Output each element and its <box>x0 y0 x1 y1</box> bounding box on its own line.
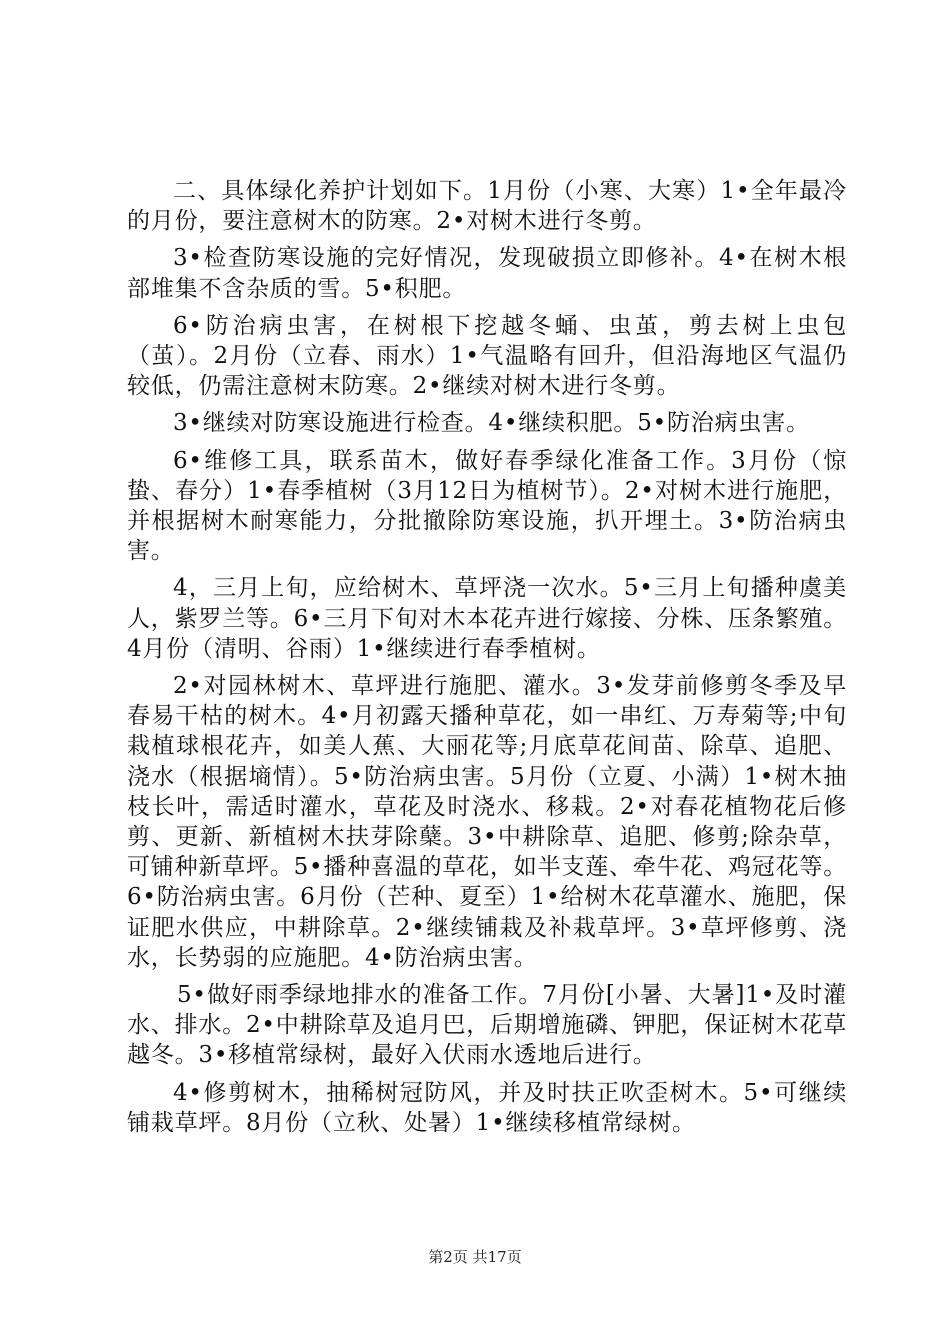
paragraph-9: 4•修剪树木，抽稀树冠防风，并及时扶正吹歪树木。5•可继续铺栽草坪。8月份（立秋、处暑）1•继续移植常绿树。 <box>127 1079 847 1136</box>
paragraph-6: 4，三月上旬，应给树木、草坪浇一次水。5•三月上旬播种虞美人，紫罗兰等。6•三月下旬对木本花卉进行嫁接、分株、压条繁殖。4月份（清明、谷雨）1•继续进行春季植树。 <box>127 575 847 662</box>
paragraph-3: 6•防治病虫害，在树根下挖越冬蛹、虫茧，剪去树上虫包（茧）。2月份（立春、雨水）1•气温略有回升，但沿海地区气温仍较低，仍需注意树末防寒。2•继续对树木进行冬剪。 <box>127 312 847 400</box>
page-number-footer: 第2页 共17页 <box>428 1248 522 1266</box>
body-text <box>127 176 847 1138</box>
paragraph-4: 3•继续对防寒设施进行检查。4•继续积肥。5•防治病虫害。 <box>173 410 810 437</box>
paragraph-8: 5•做好雨季绿地排水的准备工作。7月份[小暑、大暑]1•及时灌水、排水。2•中耕除草及追月巴，后期增施磷、钾肥，保证树木花草越冬。3•移植常绿树，最好入伏雨水透地后进行。 <box>127 982 847 1069</box>
paragraph-5: 6•维修工具，联系苗木，做好春季绿化准备工作。3月份（惊蛰、春分）1•春季植树（3月12日为植树节）。2•对树木进行施肥，并根据树木耐寒能力，分批撤除防寒设施，扒开埋土。3•防治病虫害。 <box>127 447 847 565</box>
paragraph-2: 3•检查防寒设施的完好情况，发现破损立即修补。4•在树木根部堆集不含杂质的雪。5•积肥。 <box>127 245 847 302</box>
paragraph-7: 2•对园林树木、草坪进行施肥、灌水。3•发芽前修剪冬季及早春易干枯的树木。4•月初露天播种草花，如一串红、万寿菊等;中旬栽植球根花卉，如美人蕉、大丽花等;月底草花间苗、除草、追肥、浇水（根据墒情）。5•防治病虫害。5月份（立夏、小满）1•树木抽枝长叶，需适时灌水，草花及时浇水、移栽。2•对春花植物花后修剪、更新、新植树木扶芽除蘖。3•中耕除草、追肥、修剪;除杂草，可铺种新草坪。5•播种喜温的草花，如半支莲、牵牛花、鸡冠花等。6•防治病虫害。6月份（芒种、夏至）1•给树木花草灌水、施肥，保证肥水供应，中耕除草。2•继续铺栽及补栽草坪。3•草坪修剪、浇水，长势弱的应施肥。4•防治病虫害。 <box>127 673 847 971</box>
paragraph-1: 二、具体绿化养护计划如下。1月份（小寒、大寒）1•全年最冷的月份，要注意树木的防寒。2•对树木进行冬剪。 <box>127 178 847 235</box>
